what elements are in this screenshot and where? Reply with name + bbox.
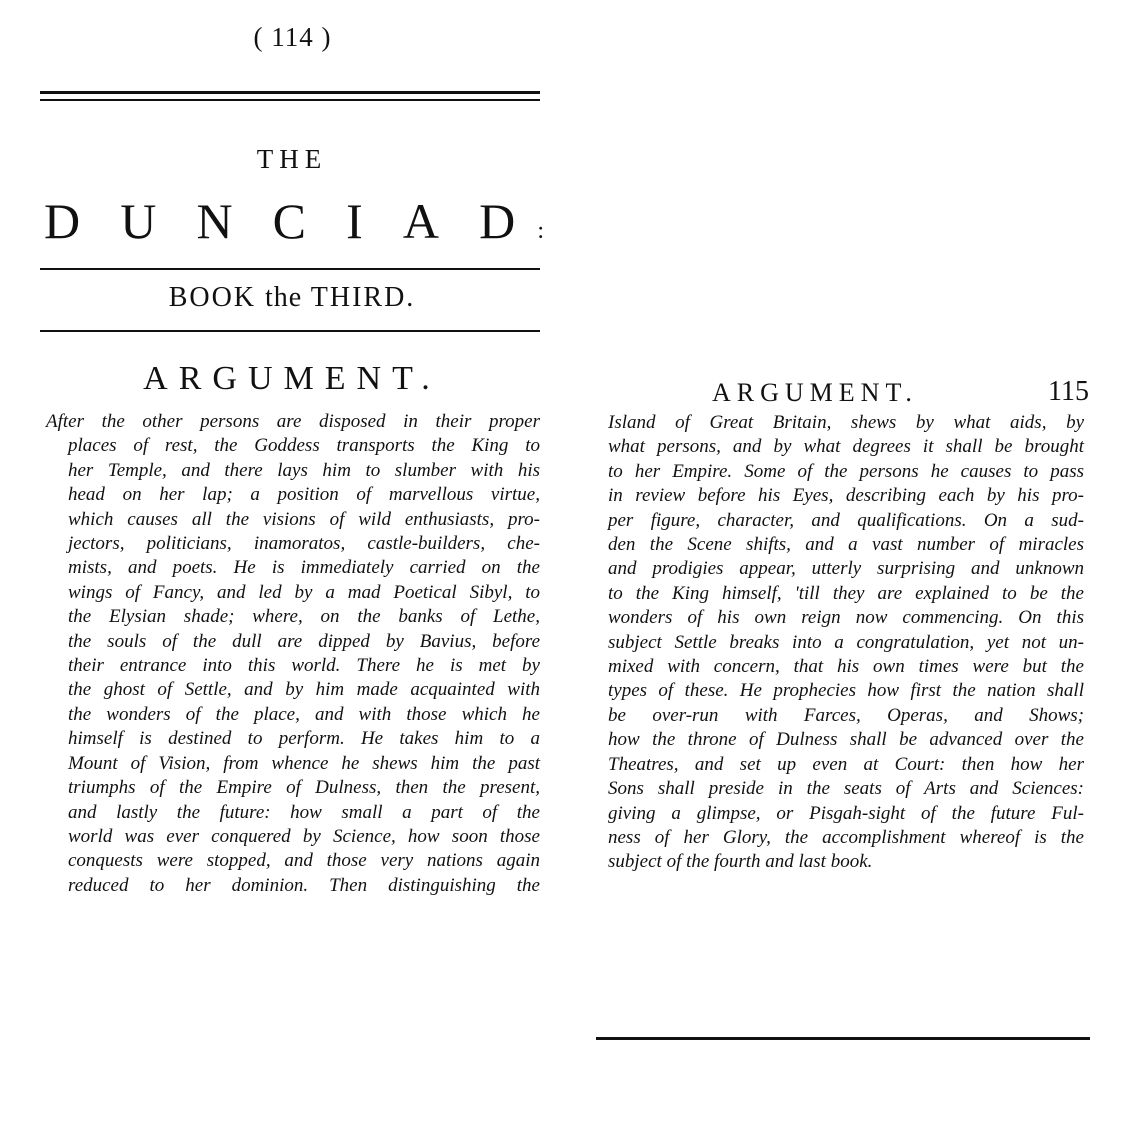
text-line: places of rest, the Goddess transports the King to — [68, 435, 540, 457]
text-line: head on her lap; a position of marvellous virtue, — [68, 484, 540, 506]
title-the: THE — [256, 144, 328, 174]
text-line: wings of Fancy, and led by a mad Poetical Sibyl, to — [68, 581, 540, 603]
text-line: her Temple, and there lays him to slumber with his — [68, 459, 540, 481]
text-line: jectors, politicians, inamoratos, castle-builders, che- — [68, 533, 540, 555]
text-line: After the other persons are disposed in their proper — [46, 411, 540, 432]
top-rule-2 — [40, 99, 540, 101]
text-line: subject Settle breaks into a congratulation, yet not un- — [608, 631, 1084, 653]
page-number-right: 115 — [1048, 376, 1089, 407]
title-letter: I — [346, 193, 363, 249]
book-third: THIRD. — [310, 282, 416, 313]
bottom-rule — [596, 1037, 1090, 1040]
title-letter: A — [402, 193, 439, 249]
text-line: wonders of his own reign now commencing. On this — [608, 607, 1084, 629]
title-rule — [40, 268, 540, 270]
text-line: himself is destined to perform. He takes him to a — [68, 728, 540, 750]
text-line: Sons shall preside in the seats of Arts and Sciences: — [608, 778, 1084, 800]
text-line: types of these. He prophecies how first the nation shall — [608, 680, 1084, 702]
text-line: how the throne of Dulness shall be advanced over the — [608, 729, 1084, 751]
text-line: in review before his Eyes, describing each by his pro- — [608, 485, 1084, 507]
text-line: which causes all the visions of wild enthusiasts, pro- — [68, 508, 540, 530]
text-line: triumphs of the Empire of Dulness, then the present, — [68, 777, 540, 799]
text-line: ness of her Glory, the accomplishment whereof is the — [608, 826, 1084, 848]
title-letter: U — [120, 193, 157, 249]
argument-text-left — [46, 410, 540, 898]
text-line: subject of the fourth and last book. — [608, 851, 873, 873]
text-line: world was ever conquered by Science, how soon those — [68, 825, 540, 847]
text-line: Island of Great Britain, shews by what aids, by — [608, 412, 1084, 433]
text-line: conquests were stopped, and those very nations again — [68, 850, 540, 872]
text-line: to the King himself, 'till they are explained to be the — [608, 582, 1084, 604]
argument-text-right — [608, 411, 1084, 875]
text-line: the souls of the dull are dipped by Bavius, before — [68, 630, 540, 652]
title-letter: C — [272, 193, 307, 249]
title-letter: D — [479, 193, 516, 249]
book-word: BOOK — [168, 282, 257, 313]
text-line: reduced to her dominion. Then distinguishing the — [68, 874, 540, 896]
text-line: what persons, and by what degrees it shall be brought — [608, 436, 1084, 458]
top-rule-1 — [40, 91, 540, 94]
text-line: giving a glimpse, or Pisgah-sight of the future Ful- — [608, 802, 1084, 824]
subtitle-rule — [40, 330, 540, 332]
text-line: the wonders of the place, and with those which he — [68, 703, 540, 725]
book-title-dunciad — [44, 192, 544, 250]
running-head: ARGUMENT. — [712, 378, 918, 407]
title-letter: N — [196, 193, 233, 249]
argument-heading: ARGUMENT. — [143, 360, 441, 397]
text-line: Theatres, and set up even at Court: then how her — [608, 753, 1084, 775]
text-line: mists, and poets. He is immediately carried on the — [68, 557, 540, 579]
title-letter: D — [44, 193, 81, 249]
book-the: the — [265, 282, 303, 313]
text-line: Mount of Vision, from whence he shews him the past — [68, 752, 540, 774]
title-letter: : — [537, 218, 544, 244]
text-line: the ghost of Settle, and by him made acquainted with — [68, 679, 540, 701]
book-subtitle — [42, 282, 542, 314]
text-line: be over-run with Farces, Operas, and Shows; — [608, 704, 1084, 726]
text-line: their entrance into this world. There he is met by — [68, 655, 540, 677]
text-line: mixed with concern, that his own times were but the — [608, 656, 1084, 678]
text-line: and prodigies appear, utterly surprising and unknown — [608, 558, 1084, 580]
text-line: per figure, character, and qualifications. On a sud- — [608, 509, 1084, 531]
page-number: ( 114 ) — [253, 22, 332, 52]
text-line: den the Scene shifts, and a vast number of miracles — [608, 534, 1084, 556]
text-line: to her Empire. Some of the persons he causes to pass — [608, 460, 1084, 482]
text-line: the Elysian shade; where, on the banks of Lethe, — [68, 606, 540, 628]
text-line: and lastly the future: how small a part of the — [68, 801, 540, 823]
